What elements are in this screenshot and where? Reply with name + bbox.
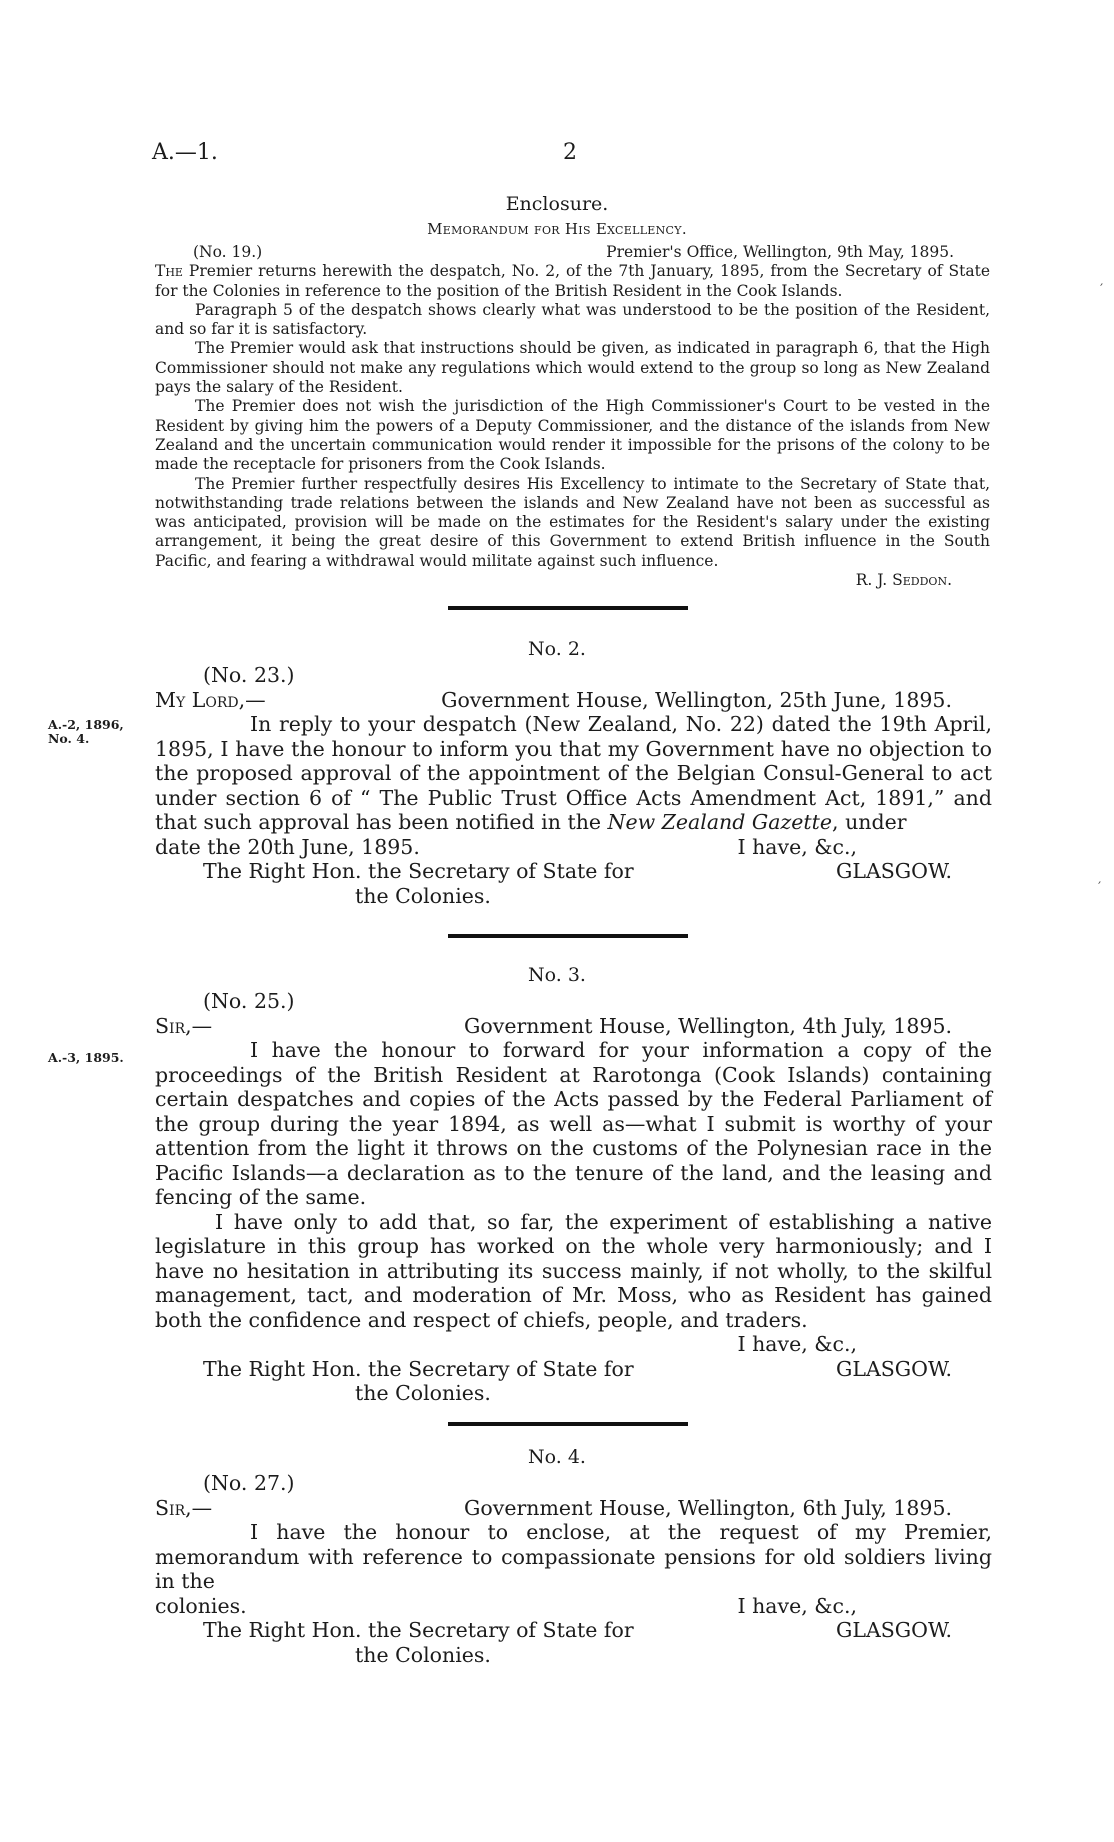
enclosure-paragraph: The Premier returns herewith the despatch, No. 2, of the 7th January, 1895, from the Secretary of State for the Colonies in reference to the position of the British Resident in the Cook Islands. bbox=[155, 262, 990, 300]
enclosure-signature: R. J. Seddon. bbox=[855, 571, 952, 590]
salutation: Sir,— bbox=[155, 1013, 213, 1038]
addressee-line-2: the Colonies. bbox=[355, 1381, 491, 1405]
closing: I have, &c., bbox=[737, 1332, 857, 1356]
letter-body: I have the honour to enclose, at the request of my Premier, memorandum with reference to compassionate pensions for old soldiers living in the bbox=[155, 1520, 992, 1593]
letter-origin: Government House, Wellington, 4th July, 1895. bbox=[464, 1013, 952, 1038]
enclosure-paragraph: The Premier further respectfully desires His Excellency to intimate to the Secretary of State that, notwithstanding trade relations between the islands and New Zealand have not been as successful as was anticipated, provision will be made on the estimates for the Resident's salary under the existing arrangement, it being the great desire of this Government to extend British influence in the South Pacific, and fearing a withdrawal would militate against such influence. bbox=[155, 474, 990, 570]
enclosure-number: (No. 19.) bbox=[193, 243, 263, 261]
letter-no-4 bbox=[155, 1471, 992, 1667]
closing: I have, &c., bbox=[737, 1593, 857, 1618]
margin-reference: A.-2, 1896, No. 4. bbox=[48, 717, 124, 746]
section-divider bbox=[448, 934, 688, 938]
letter-no-2 bbox=[155, 663, 992, 908]
section-divider bbox=[448, 606, 688, 610]
page-number: 2 bbox=[563, 140, 577, 165]
section-divider bbox=[448, 1422, 688, 1426]
salutation: My Lord,— bbox=[155, 687, 266, 712]
letter-heading: No. 2. bbox=[528, 638, 586, 660]
closing: I have, &c., bbox=[737, 834, 857, 859]
signature: GLASGOW. bbox=[835, 1618, 952, 1642]
enclosure-origin: Premier's Office, Wellington, 9th May, 1895. bbox=[606, 243, 954, 261]
signature: GLASGOW. bbox=[835, 859, 952, 883]
letter-last-line: date the 20th June, 1895. bbox=[155, 834, 420, 859]
letter-body: In reply to your despatch (New Zealand, No. 22) dated the 19th April, 1895, I have the honour to inform you that my Government have no objection to the proposed approval of the appointment of the Belgian Consul-General to act under section 6 of “ The Public Trust Office Acts Amendment Act, 1891,” and that such approval has been notified in the New Zealand Gazette, under bbox=[155, 712, 992, 834]
memorandum-title: Memorandum for His Excellency. bbox=[427, 220, 687, 238]
gazette-title: New Zealand Gazette bbox=[607, 810, 833, 834]
margin-reference: A.-3, 1895. bbox=[48, 1050, 124, 1065]
letter-number: (No. 25.) bbox=[203, 989, 295, 1013]
enclosure-title: Enclosure. bbox=[505, 193, 609, 215]
letter-number: (No. 27.) bbox=[203, 1471, 295, 1495]
letter-origin: Government House, Wellington, 25th June, 1895. bbox=[441, 687, 952, 712]
signature: GLASGOW. bbox=[835, 1356, 952, 1381]
addressee: The Right Hon. the Secretary of State for bbox=[203, 1618, 634, 1642]
letter-body: I have only to add that, so far, the experiment of establishing a native legislature in this group has worked on the whole very harmoniously; and I have no hesitation in attributing its success mainly, if not wholly, to the skilful management, tact, and moderation of Mr. Moss, who as Resident has gained both the confidence and respect of chiefs, people, and traders. bbox=[155, 1209, 992, 1332]
addressee-line-2: the Colonies. bbox=[355, 883, 491, 908]
letter-origin: Government House, Wellington, 6th July, 1895. bbox=[464, 1495, 952, 1520]
series-reference: A.—1. bbox=[152, 140, 218, 165]
letter-heading: No. 4. bbox=[528, 1446, 586, 1468]
enclosure-paragraph: The Premier would ask that instructions should be given, as indicated in paragraph 6, that the High Commissioner should not make any regulations which would extend to the group so long as New Zealand pays the salary of the Resident. bbox=[155, 339, 990, 397]
scan-mark: ′ bbox=[1098, 880, 1102, 896]
letter-no-3 bbox=[155, 989, 992, 1406]
addressee: The Right Hon. the Secretary of State for bbox=[203, 1356, 634, 1381]
addressee: The Right Hon. the Secretary of State for bbox=[203, 859, 634, 883]
addressee-line-2: the Colonies. bbox=[355, 1642, 491, 1667]
enclosure-lead-word: The bbox=[155, 262, 183, 281]
scan-mark: ′ bbox=[1100, 282, 1104, 298]
salutation: Sir,— bbox=[155, 1495, 213, 1520]
letter-body: I have the honour to forward for your information a copy of the proceedings of the British Resident at Rarotonga (Cook Islands) containing certain despatches and copies of the Acts passed by the Federal Parliament of the group during the year 1894, as well as—what I submit is worthy of your attention from the light it throws on the customs of the Polynesian race in the Pacific Islands—a declaration as to the tenure of the land, and the leasing and fencing of the same. bbox=[155, 1038, 992, 1209]
letter-heading: No. 3. bbox=[528, 964, 586, 986]
enclosure-memorandum bbox=[155, 243, 990, 590]
enclosure-paragraph: The Premier does not wish the jurisdiction of the High Commissioner's Court to be vested in the Resident by giving him the powers of a Deputy Commissioner, and the distance of the islands from New Zealand and the uncertain communication would render it impossible for the prisons of the colony to be made the receptacle for prisoners from the Cook Islands. bbox=[155, 397, 990, 474]
letter-last-line: colonies. bbox=[155, 1593, 247, 1618]
enclosure-paragraph: Paragraph 5 of the despatch shows clearly what was understood to be the position of the Resident, and so far it is satisfactory. bbox=[155, 300, 990, 339]
letter-number: (No. 23.) bbox=[203, 663, 295, 687]
